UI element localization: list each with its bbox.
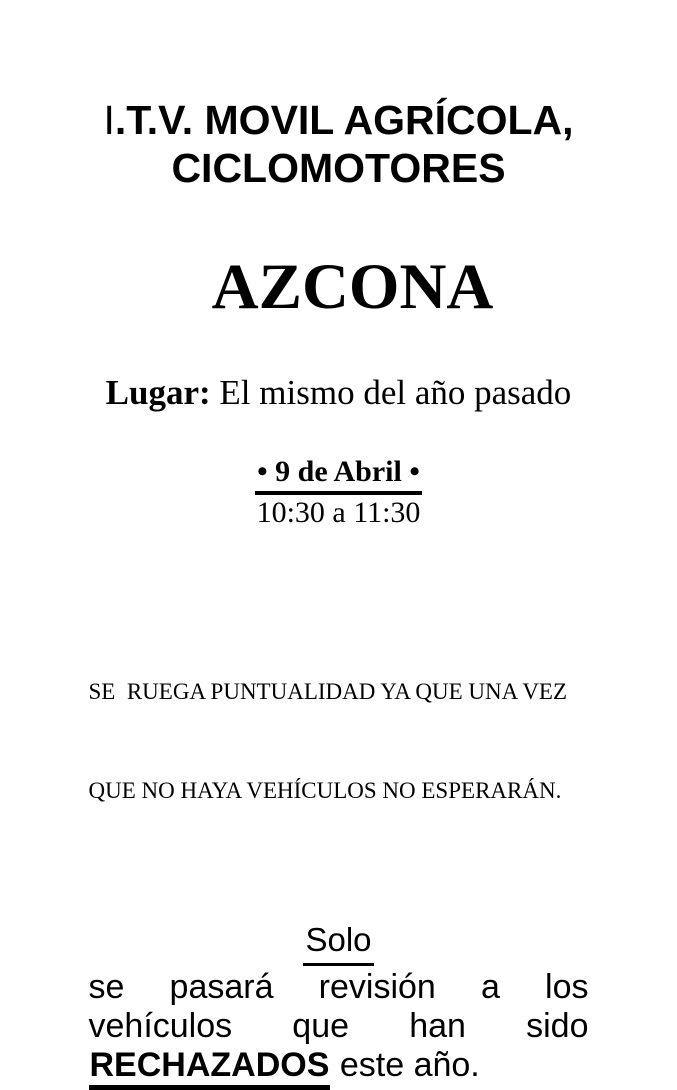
- event-time: 10:30 a 11:30: [256, 496, 421, 529]
- restriction-heading: [89, 919, 589, 966]
- location-label: Lugar:: [105, 373, 211, 412]
- punctuality-line-1: SE RUEGA PUNTUALIDAD YA QUE UNA VEZ: [88, 679, 568, 704]
- notice-page: [89, 0, 589, 1090]
- restriction-paragraph: [89, 968, 589, 1090]
- restriction-line-3: [89, 1046, 589, 1090]
- title-line-1: [89, 96, 589, 144]
- location-value: El mismo del año pasado: [210, 373, 572, 412]
- restriction-heading-text: Solo: [303, 919, 373, 966]
- restriction-line-1: se pasará revisión a los: [88, 968, 589, 1006]
- location-headline: AZCONA: [211, 251, 494, 323]
- notice-title: [89, 96, 589, 192]
- restriction-line-3-rest: este año.: [330, 1046, 480, 1084]
- event-date-text: • 9 de Abril •: [255, 454, 422, 495]
- restriction-line-2: vehículos que han sido: [88, 1007, 589, 1045]
- title-line-2: CICLOMOTORES: [171, 145, 506, 191]
- event-date: [89, 454, 589, 495]
- rejected-highlight: RECHAZADOS: [89, 1046, 331, 1090]
- title-line-1-rest: .T.V. MOVIL AGRÍCOLA,: [114, 97, 574, 143]
- punctuality-notice: [89, 609, 589, 873]
- location-line: [89, 372, 589, 414]
- punctuality-line-2: QUE NO HAYA VEHÍCULOS NO ESPERARÁN.: [88, 778, 562, 803]
- title-initial-letter: I: [103, 97, 115, 143]
